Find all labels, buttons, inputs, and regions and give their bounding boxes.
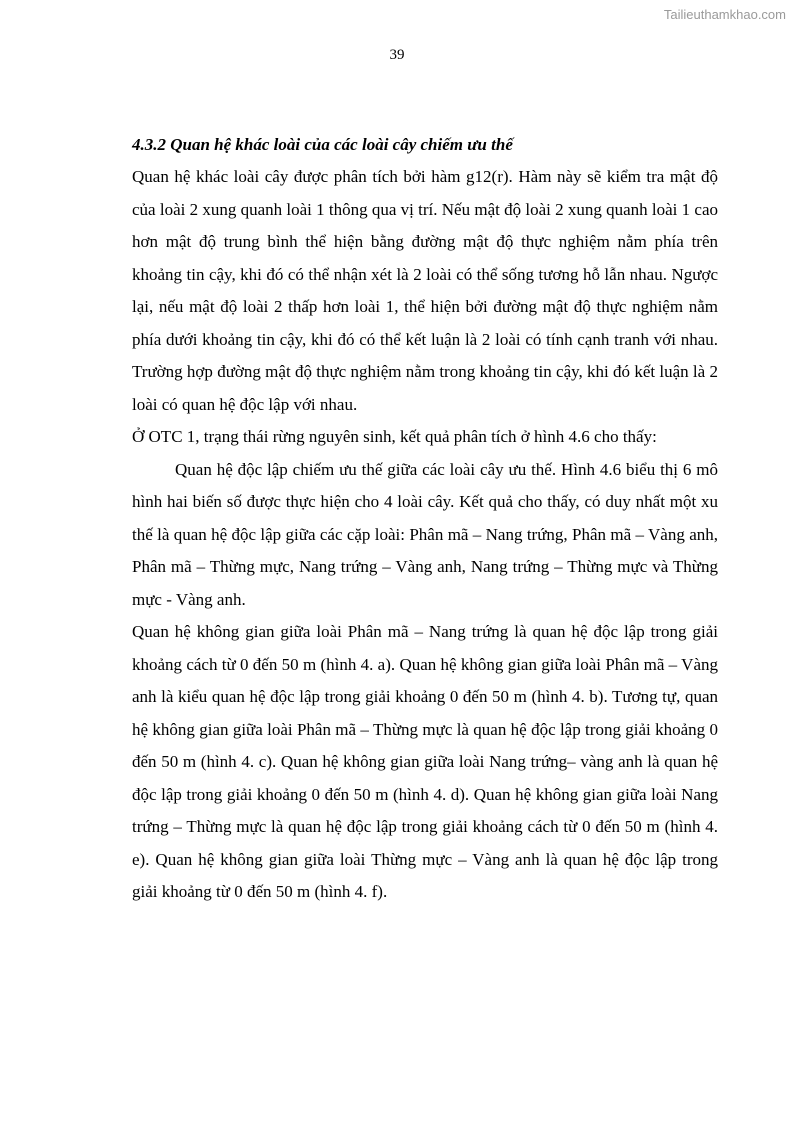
paragraph-intro: Quan hệ khác loài cây được phân tích bởi hàm g12(r). Hàm này sẽ kiểm tra mật độ của loài 2 xung quanh loài 1 thông qua vị trí. Nếu mật độ loài 2 xung quanh loài 1 cao hơn mật độ trung bình thể hiện bằng đường mật độ thực nghiệm nằm phía trên khoảng tin cậy, khi đó có thể nhận xét là 2 loài có thể sống tương hỗ lẫn nhau. Ngược lại, nếu mật độ loài 2 thấp hơn loài 1, thể hiện bởi đường mật độ thực nghiệm nằm phía dưới khoảng tin cậy, khi đó có thể kết luận là 2 loài có tính cạnh tranh với nhau. Trường hợp đường mật độ thực nghiệm nằm trong khoảng tin cậy, khi đó kết luận là 2 loài có quan hệ độc lập với nhau.: [132, 167, 718, 414]
paragraph-spatial-relations: Quan hệ không gian giữa loài Phân mã – Nang trứng là quan hệ độc lập trong giải khoảng cách từ 0 đến 50 m (hình 4. a). Quan hệ không gian giữa loài Phân mã – Vàng anh là kiểu quan hệ độc lập trong giải khoảng 0 đến 50 m (hình 4. b). Tương tự, quan hệ không gian giữa loài Phân mã – Thừng mực là quan hệ độc lập trong giải khoảng 0 đến 50 m (hình 4. c). Quan hệ không gian giữa loài Nang trứng– vàng anh là quan hệ độc lập trong giải khoảng 0 đến 50 m (hình 4. d). Quan hệ không gian giữa loài Nang trứng – Thừng mực là quan hệ độc lập trong giải khoảng cách từ 0 đến 50 m (hình 4. e). Quan hệ không gian giữa loài Thừng mực – Vàng anh là quan hệ độc lập trong giải khoảng từ 0 đến 50 m (hình 4. f).: [132, 622, 718, 901]
page-number: 39: [389, 47, 405, 63]
paragraph-otc-lead: Ở OTC 1, trạng thái rừng nguyên sinh, kết quả phân tích ở hình 4.6 cho thấy:: [132, 427, 657, 446]
paragraph-independence: Quan hệ độc lập chiếm ưu thế giữa các loài cây ưu thế. Hình 4.6 biểu thị 6 mô hình hai biến số được thực hiện cho 4 loài cây. Kết quả cho thấy, có duy nhất một xu thế là quan hệ độc lập giữa các cặp loài: Phân mã – Nang trứng, Phân mã – Vàng anh, Phân mã – Thừng mực, Nang trứng – Vàng anh, Nang trứng – Thừng mực và Thừng mực - Vàng anh.: [132, 459, 718, 609]
section-heading: 4.3.2 Quan hệ khác loài của các loài cây chiếm ưu thế: [132, 135, 513, 154]
watermark: Tailieuthamkhao.com: [663, 7, 786, 22]
document-body: [132, 131, 718, 909]
